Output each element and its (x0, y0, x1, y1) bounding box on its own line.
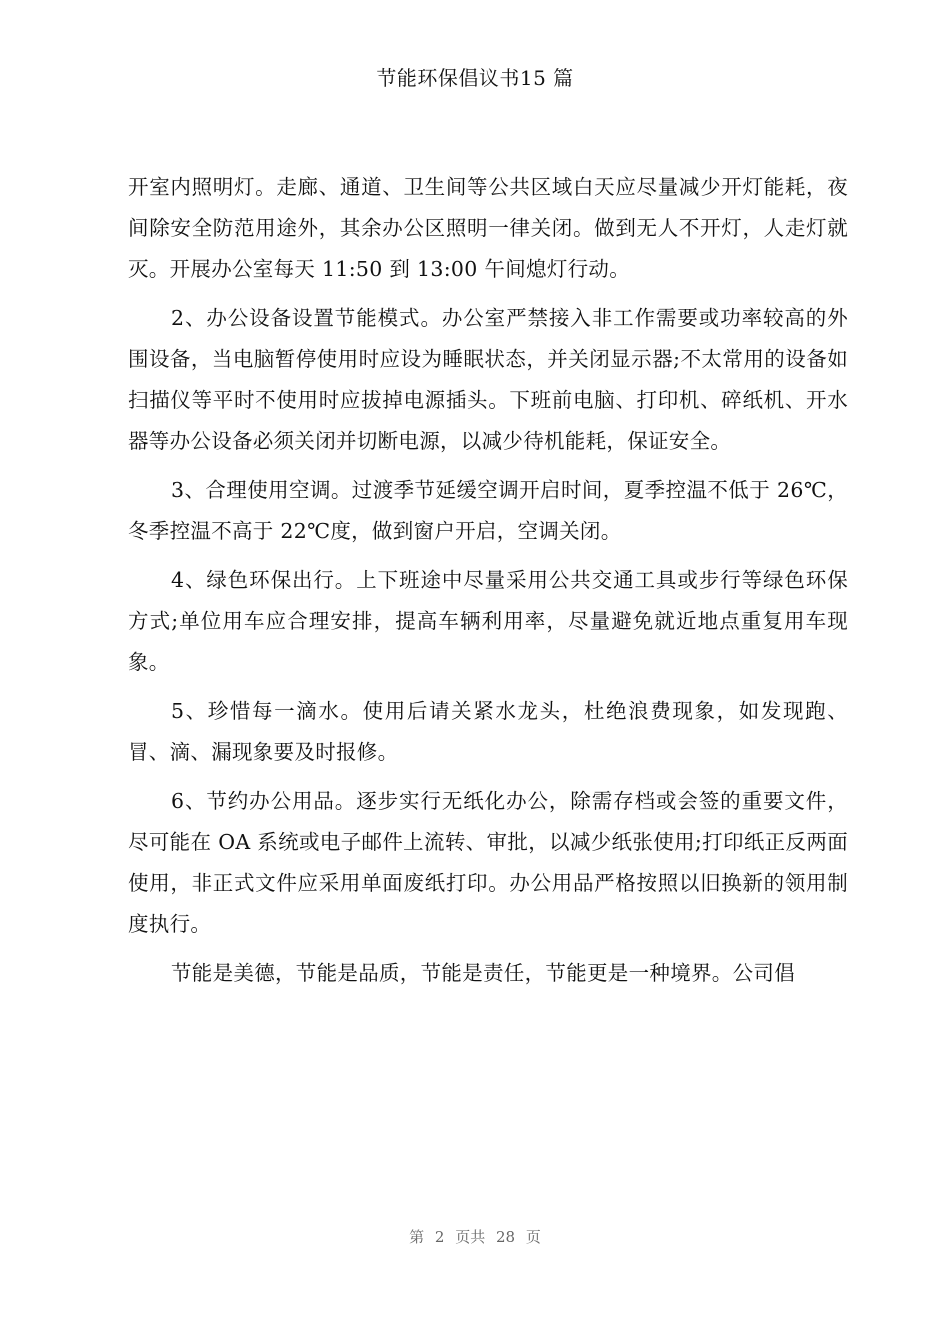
paragraph-air-conditioning: 3、合理使用空调。过渡季节延缓空调开启时间，夏季控温不低于 26℃，冬季控温不高于 22℃度，做到窗户开启，空调关闭。 (128, 478, 848, 543)
paragraph-office-supplies: 6、节约办公用品。逐步实行无纸化办公，除需存档或会签的重要文件，尽可能在 OA 系统或电子邮件上流转、审批，以减少纸张使用;打印纸正反两面使用，非正式文件应采用单面废纸打印。办公用品严格按照以旧换新的领用制度执行。 (128, 789, 848, 936)
document-body (128, 167, 848, 994)
paragraph-green-travel: 4、绿色环保出行。上下班途中尽量采用公共交通工具或步行等绿色环保方式;单位用车应合理安排，提高车辆利用率，尽量避免就近地点重复用车现象。 (128, 568, 848, 674)
document-title: 节能环保倡议书15 篇 (376, 66, 574, 90)
page-number-footer: 第 2 页共 28 页 (409, 1228, 541, 1246)
paragraph-water-saving: 5、珍惜每一滴水。使用后请关紧水龙头，杜绝浪费现象，如发现跑、冒、滴、漏现象要及时报修。 (128, 699, 848, 764)
paragraph-office-equipment: 2、办公设备设置节能模式。办公室严禁接入非工作需要或功率较高的外围设备，当电脑暂停使用时应设为睡眠状态，并关闭显示器;不太常用的设备如扫描仪等平时不使用时应拔掉电源插头。下班前电脑、打印机、碎纸机、开水器等办公设备必须关闭并切断电源，以减少待机能耗，保证安全。 (128, 306, 848, 453)
paragraph-lighting: 开室内照明灯。走廊、通道、卫生间等公共区域白天应尽量减少开灯能耗，夜间除安全防范用途外，其余办公区照明一律关闭。做到无人不开灯，人走灯就灭。开展办公室每天 11:50 到 13:00 午间熄灯行动。 (128, 175, 848, 281)
paragraph-closing: 节能是美德，节能是品质，节能是责任，节能更是一种境界。公司倡 (171, 961, 795, 985)
